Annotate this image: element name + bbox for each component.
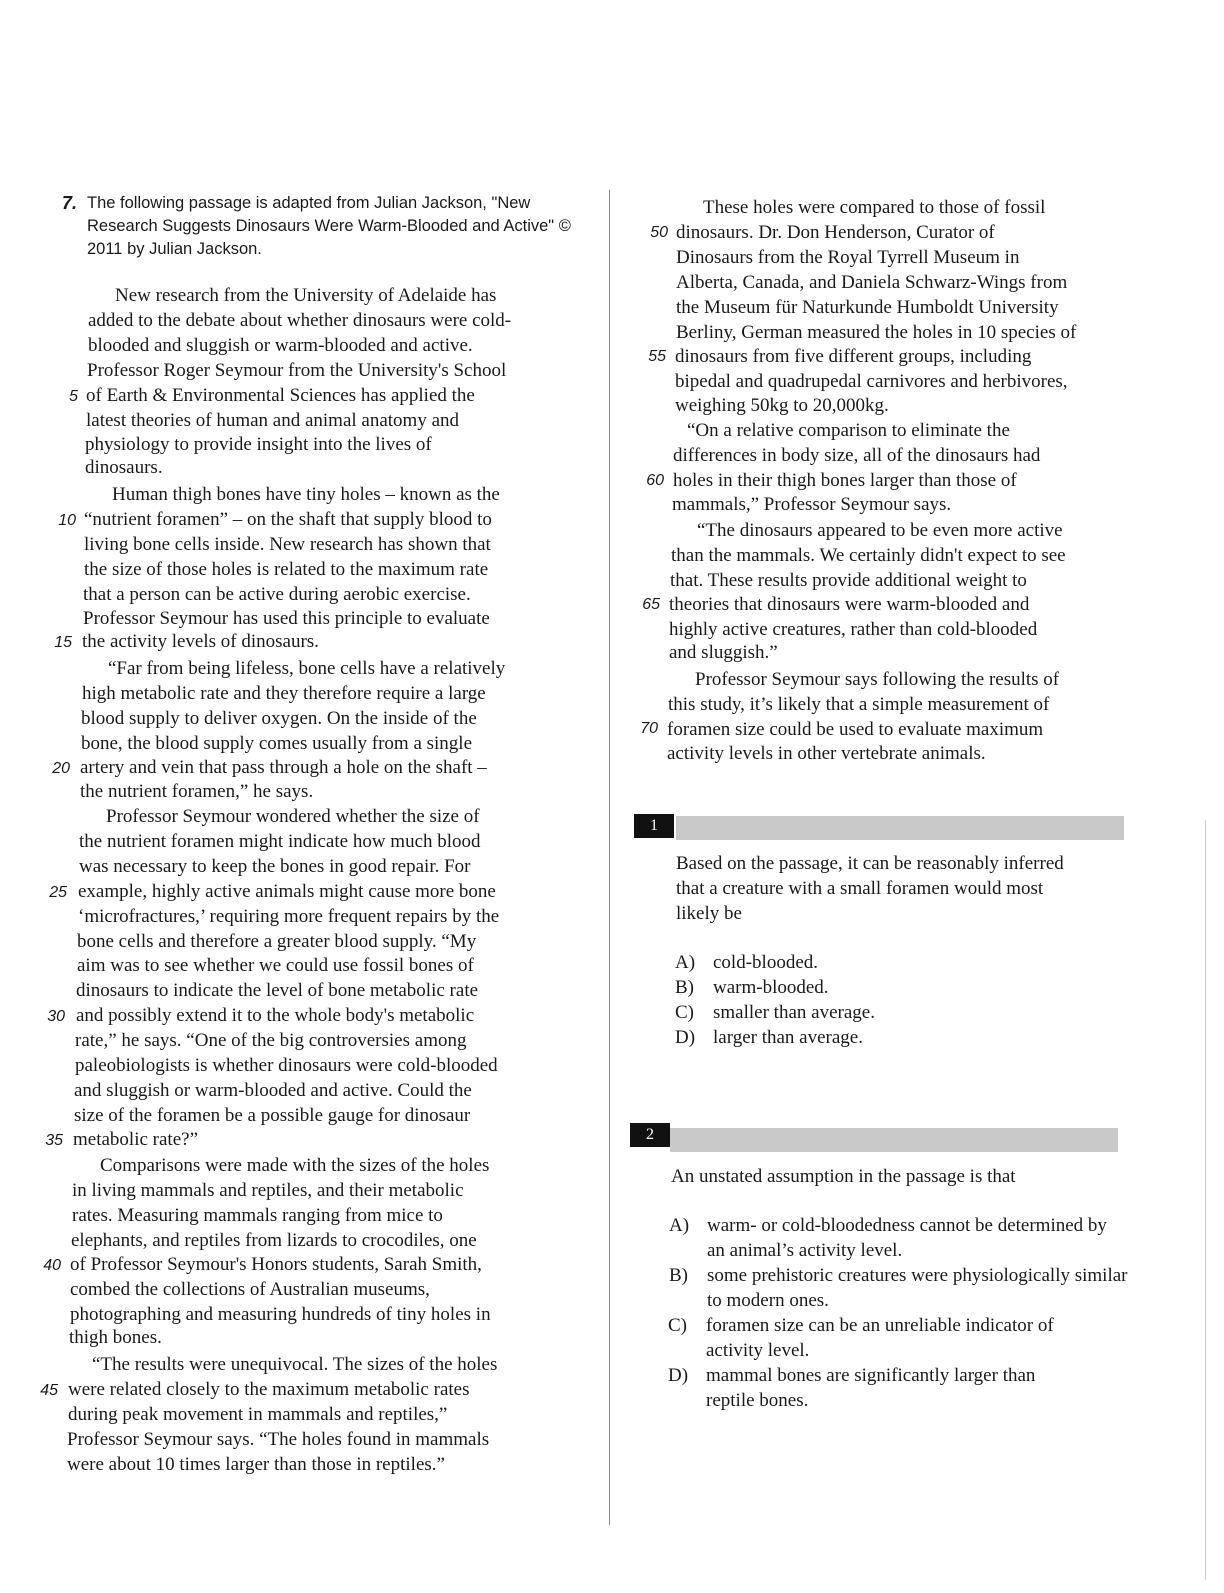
question-2-option-c[interactable] [668,1313,1088,1363]
option-text: some prehistoric creatures were physiologically similar to modern ones. [707,1265,1128,1311]
passage-line: bone cells and therefore a greater blood supply. “My [77,931,477,952]
passage-line: that. These results provide additional weight to [670,570,1027,591]
intro-text: The following passage is adapted from Julian Jackson, "New Research Suggests Dinosaurs Were Warm-Blooded and Active" © 2011 by Julian Jackson. [87,194,571,258]
passage-line: blooded and sluggish or warm-blooded and active. [88,335,473,356]
question-1-header-bar [676,816,1124,840]
passage-line: and possibly extend it to the whole body's metabolic [76,1005,475,1026]
line-number: 60 [646,472,664,489]
passage-line: thigh bones. [69,1327,162,1348]
option-letter: D) [675,1027,696,1048]
passage-line: differences in body size, all of the dinosaurs had [673,445,1041,466]
option-letter: C) [668,1315,687,1336]
passage-line: during peak movement in mammals and reptiles,” [68,1404,448,1425]
option-text: cold-blooded. [713,952,819,973]
line-number: 50 [650,224,668,241]
line-number: 5 [69,388,78,405]
passage-line: were related closely to the maximum metabolic rates [68,1379,470,1400]
question-1-number-box: 1 [634,814,674,838]
passage-line: “nutrient foramen” – on the shaft that supply blood to [84,509,492,530]
passage-line: the nutrient foramen might indicate how much blood [79,831,481,852]
passage-line: Berliny, German measured the holes in 10 species of [676,322,1077,343]
line-number: 15 [54,634,72,651]
line-number: 30 [47,1008,65,1025]
passage-line: “Far from being lifeless, bone cells have a relatively [108,658,506,679]
passage-line: New research from the University of Adelaide has [115,285,497,306]
passage-line: photographing and measuring hundreds of tiny holes in [70,1304,491,1325]
line-number: 55 [648,348,666,365]
passage-line: than the mammals. We certainly didn't expect to see [671,545,1066,566]
option-text: warm-blooded. [713,977,829,998]
passage-line: size of the foramen be a possible gauge for dinosaur [74,1105,471,1126]
question-2-option-d[interactable] [668,1363,1088,1413]
option-text: warm- or cold-bloodedness cannot be determined by an animal’s activity level. [707,1215,1107,1261]
passage-line: of Professor Seymour's Honors students, Sarah Smith, [70,1254,482,1275]
option-letter: D) [668,1365,689,1386]
passage-line: blood supply to deliver oxygen. On the inside of the [81,708,477,729]
passage-line: Professor Roger Seymour from the University's School [87,360,507,381]
passage-line: dinosaurs to indicate the level of bone metabolic rate [76,980,479,1001]
passage-line: physiology to provide insight into the lives of [85,434,432,455]
passage-line: the size of those holes is related to the maximum rate [84,559,489,580]
passage-line: and sluggish.” [669,642,778,663]
option-letter: B) [675,977,694,998]
question-2-number-box: 2 [630,1123,670,1147]
passage-line: theories that dinosaurs were warm-blooded and [669,594,1030,615]
passage-line: Dinosaurs from the Royal Tyrrell Museum in [676,247,1020,268]
page-edge-line [1205,820,1206,1580]
passage-line: Professor Seymour wondered whether the size of [106,806,480,827]
option-letter: B) [669,1265,688,1286]
question-1-option-d[interactable] [675,1025,1095,1050]
line-number: 70 [640,720,658,737]
option-text: foramen size can be an unreliable indicator of activity level. [706,1315,1054,1361]
passage-line: “On a relative comparison to eliminate the [687,420,1010,441]
passage-line: elephants, and reptiles from lizards to crocodiles, one [71,1230,477,1251]
passage-line: Human thigh bones have tiny holes – known as the [112,484,500,505]
passage-line: rate,” he says. “One of the big controversies among [75,1030,467,1051]
passage-line: highly active creatures, rather than cold-blooded [669,619,1038,640]
passage-line: metabolic rate?” [73,1129,199,1150]
line-number: 65 [642,596,660,613]
column-divider [609,190,610,1525]
passage-line: latest theories of human and animal anatomy and [86,410,460,431]
passage-line: “The results were unequivocal. The sizes of the holes [92,1354,498,1375]
option-text: larger than average. [713,1027,863,1048]
line-number: 10 [58,512,76,529]
passage-line: paleobiologists is whether dinosaurs were cold-blooded [75,1055,498,1076]
passage-line: These holes were compared to those of fossil [703,197,1046,218]
line-number: 20 [52,760,70,777]
passage-line: ‘microfractures,’ requiring more frequent repairs by the [78,906,500,927]
passage-line: dinosaurs. [85,457,163,478]
passage-line: Professor Seymour has used this principle to evaluate [83,608,490,629]
passage-line: Comparisons were made with the sizes of the holes [100,1155,490,1176]
passage-line: bipedal and quadrupedal carnivores and herbivores, [675,371,1068,392]
line-number: 35 [45,1132,63,1149]
passage-line: activity levels in other vertebrate animals. [667,743,986,764]
passage-line: of Earth & Environmental Sciences has applied the [86,385,475,406]
question-1-stem: Based on the passage, it can be reasonably inferred that a creature with a small foramen would most likely be [676,853,1064,924]
passage-line: high metabolic rate and they therefore require a large [82,683,486,704]
passage-line: added to the debate about whether dinosaurs were cold- [88,310,512,331]
option-letter: A) [675,952,696,973]
question-1-option-b[interactable] [675,975,1095,1000]
passage-line: rates. Measuring mammals ranging from mice to [72,1205,443,1226]
question-2-stem: An unstated assumption in the passage is that [671,1166,1016,1187]
passage-line: living bone cells inside. New research has shown that [84,534,491,555]
option-text: smaller than average. [713,1002,875,1023]
passage-line: this study, it’s likely that a simple measurement of [668,694,1050,715]
passage-line: Professor Seymour says following the results of [695,669,1060,690]
option-text: mammal bones are significantly larger than reptile bones. [706,1365,1036,1411]
question-number: 7. [62,193,78,213]
passage-intro [62,192,582,261]
passage-line: Professor Seymour says. “The holes found in mammals [67,1429,490,1450]
passage-line: the Museum für Naturkunde Humboldt University [676,297,1059,318]
passage-line: dinosaurs from five different groups, including [675,346,1032,367]
line-number: 40 [43,1257,61,1274]
passage-line: the activity levels of dinosaurs. [82,631,319,652]
question-2-header-bar [670,1128,1118,1152]
passage-line: in living mammals and reptiles, and their metabolic [72,1180,464,1201]
passage-line: Alberta, Canada, and Daniela Schwarz-Wings from [676,272,1068,293]
passage-line: and sluggish or warm-blooded and active. Could the [74,1080,472,1101]
question-2-option-a[interactable] [669,1213,1109,1263]
passage-line: holes in their thigh bones larger than those of [673,470,1017,491]
option-letter: A) [669,1215,690,1236]
question-2-option-b[interactable] [669,1263,1129,1313]
passage-line: were about 10 times larger than those in reptiles.” [67,1454,445,1475]
question-1-option-a[interactable] [675,950,1095,975]
passage-line: was necessary to keep the bones in good repair. For [79,856,471,877]
passage-line: combed the collections of Australian museums, [70,1279,430,1300]
passage-line: aim was to see whether we could use fossil bones of [77,955,474,976]
question-1-option-c[interactable] [675,1000,1095,1025]
line-number: 25 [49,884,67,901]
passage-line: mammals,” Professor Seymour says. [672,494,952,515]
passage-line: dinosaurs. Dr. Don Henderson, Curator of [676,222,995,243]
passage-line: that a person can be active during aerobic exercise. [83,584,471,605]
passage-line: “The dinosaurs appeared to be even more active [697,520,1063,541]
passage-line: foramen size could be used to evaluate maximum [667,719,1044,740]
passage-line: bone, the blood supply comes usually from a single [81,733,473,754]
passage-line: example, highly active animals might cause more bone [78,881,496,902]
passage-line: weighing 50kg to 20,000kg. [675,395,889,416]
passage-line: artery and vein that pass through a hole on the shaft – [80,757,487,778]
option-letter: C) [675,1002,694,1023]
line-number: 45 [40,1382,58,1399]
passage-line: the nutrient foramen,” he says. [80,781,314,802]
